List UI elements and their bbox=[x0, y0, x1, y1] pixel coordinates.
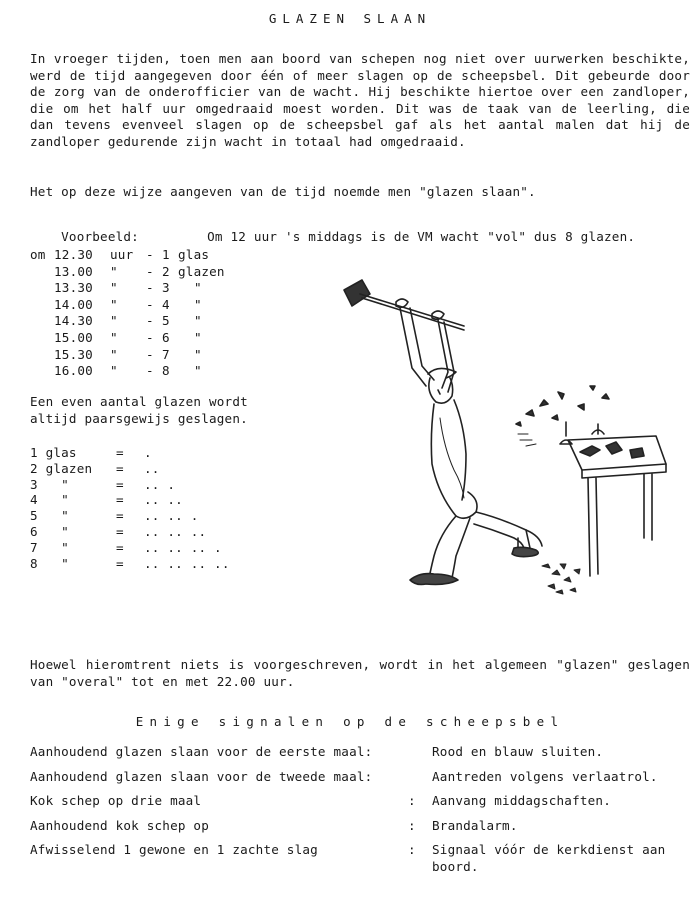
sailor-hammering-table-icon bbox=[330, 268, 695, 603]
signals-table bbox=[30, 744, 695, 884]
signal-colon: : bbox=[408, 817, 416, 833]
signal-row bbox=[30, 793, 695, 810]
section-subtitle: Enige signalen op de scheepsbel bbox=[135, 714, 565, 729]
times-row: 13.30 " - 3 " bbox=[54, 280, 202, 296]
even-note: Een even aantal glazen wordt altijd paarsgewijs geslagen. bbox=[30, 394, 248, 426]
signal-colon bbox=[408, 744, 432, 761]
times-row: 15.00 " - 6 " bbox=[54, 329, 202, 345]
count-row: 5 " = .. .. . bbox=[30, 508, 199, 524]
signal-action: Aanhoudend kok schep op bbox=[30, 817, 209, 833]
times-row: 13.00 " - 2 glazen bbox=[54, 263, 225, 279]
intro-paragraph: In vroeger tijden, toen men aan boord van schepen nog niet over uurwerken beschikte, werd de tijd aangegeven door één of meer slagen op de scheepsbel. Dit gebeurde door de zorg van de onderofficier van de wacht. Hij beschikte hiertoe over een zandloper, die om het half uur omgedraaid moest worden. Dit was de taak van de leerling, die dan tevens evenveel slagen op de scheepsbel gaf als het aantal malen dat hij de zandloper gedurende zijn wacht in totaal had omgedraaid. bbox=[30, 51, 690, 149]
example-label: Voorbeeld: bbox=[61, 228, 139, 244]
signal-meaning: Aantreden volgens verlaatrol. bbox=[432, 768, 658, 784]
signal-action: Afwisselend 1 gewone en 1 zachte slag bbox=[30, 842, 318, 858]
count-row: 2 glazen = .. bbox=[30, 460, 160, 476]
signal-meaning: Brandalarm. bbox=[432, 817, 518, 833]
signal-action: Aanhoudend glazen slaan voor de eerste maal: bbox=[30, 744, 373, 759]
count-row: 7 " = .. .. .. . bbox=[30, 539, 222, 555]
count-row: 1 glas = . bbox=[30, 445, 152, 460]
signal-colon: : bbox=[408, 842, 416, 858]
times-row: 16.00 " - 8 " bbox=[54, 363, 202, 379]
signal-meaning: Signaal vóór de kerkdienst aan boord. bbox=[432, 842, 666, 874]
signal-meaning: Aanvang middagschaften. bbox=[432, 793, 611, 809]
signal-meaning: Rood en blauw sluiten. bbox=[432, 744, 604, 759]
signal-action: Aanhoudend glazen slaan voor de tweede maal: bbox=[30, 768, 373, 784]
signal-colon: : bbox=[408, 793, 416, 809]
count-row: 8 " = .. .. .. .. bbox=[30, 555, 230, 571]
page-title: GLAZEN SLAAN bbox=[268, 11, 432, 26]
count-row: 4 " = .. .. bbox=[30, 492, 183, 508]
times-list bbox=[30, 247, 225, 380]
signal-row bbox=[30, 842, 695, 875]
times-row: om 12.30 uur - 1 glas bbox=[30, 247, 210, 262]
signal-row bbox=[30, 744, 695, 761]
signal-colon bbox=[408, 769, 432, 786]
naming-paragraph: Het op deze wijze aangeven van de tijd noemde men "glazen slaan". bbox=[30, 184, 536, 199]
times-row: 14.00 " - 4 " bbox=[54, 296, 202, 312]
signal-action: Kok schep op drie maal bbox=[30, 793, 202, 809]
count-row: 3 " = .. . bbox=[30, 476, 176, 492]
count-row: 6 " = .. .. .. bbox=[30, 523, 207, 539]
signal-row bbox=[30, 769, 695, 786]
times-row: 15.30 " - 7 " bbox=[54, 346, 202, 362]
bell-count-list bbox=[30, 445, 230, 571]
hoewel-paragraph: Hoewel hieromtrent niets is voorgeschreven, wordt in het algemeen "glazen" geslagen van "overal" tot en met 22.00 uur. bbox=[30, 657, 690, 689]
times-row: 14.30 " - 5 " bbox=[54, 313, 202, 329]
signal-row bbox=[30, 818, 695, 835]
example-text: Om 12 uur 's middags is de VM wacht "vol" dus 8 glazen. bbox=[207, 228, 636, 244]
